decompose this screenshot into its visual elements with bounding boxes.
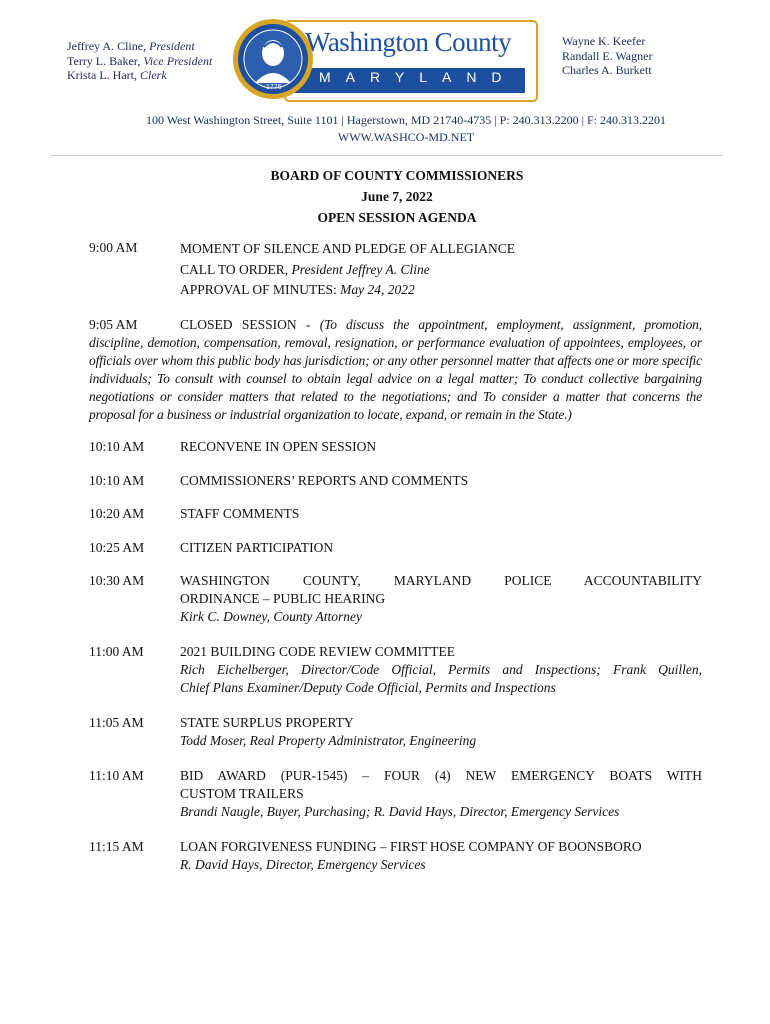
agenda-title: CLOSED SESSION -: [180, 316, 320, 332]
agenda-time: 10:20 AM: [89, 505, 145, 521]
agenda-title: LOAN FORGIVENESS FUNDING – FIRST HOSE COMPANY OF BOONSBORO: [180, 838, 642, 854]
agenda-presenter-continued: Chief Plans Examiner/Deputy Code Official, Permits and Inspections: [180, 679, 556, 695]
commissioners-list: [562, 34, 652, 78]
county-logo: [233, 13, 539, 105]
agenda-list: [89, 239, 702, 874]
agenda-title: MOMENT OF SILENCE AND PLEDGE OF ALLEGIANCE: [180, 241, 516, 256]
agenda-time: 11:00 AM: [89, 643, 144, 659]
agenda-title: COMMISSIONERS’ REPORTS AND COMMENTS: [180, 472, 469, 488]
seal-year: 1776: [266, 84, 282, 91]
agenda-title: CITIZEN PARTICIPATION: [180, 539, 334, 555]
officers-list: [67, 39, 212, 83]
agenda-item: [89, 539, 702, 557]
address-block: [0, 112, 770, 146]
agenda-presenter: R. David Hays, Director, Emergency Services: [180, 856, 426, 872]
agenda-title: RECONVENE IN OPEN SESSION: [180, 438, 377, 454]
closed-session-description: (To discuss the appointment, employment, assignment, promotion, discipline, demotion, compensation, removal, resignation, or performance evaluation of appointees, employees, or officials over whom this public body has jurisdiction; or any other personnel matter that affects one or more specific individuals; To consult with counsel to obtain legal advice on a legal matter; To conduct collective bargaining negotiations or consider matters that related to the negotiations; and To consider a matter that concerns the proposal for a business or industrial organization to locate, expand, or remain in the State.): [89, 316, 702, 422]
logo-subtitle: MARYLAND: [319, 69, 517, 85]
agenda-titles: [0, 165, 770, 228]
agenda-presenter: Todd Moser, Real Property Administrator, Engineering: [180, 732, 477, 748]
address-line: 100 West Washington Street, Suite 1101 | Hagerstown, MD 21740-4735 | P: 240.313.2200 | F: 240.313.2201: [145, 113, 667, 127]
agenda-item: [89, 438, 702, 456]
agenda-item: [89, 505, 702, 523]
agenda-title: WASHINGTON COUNTY, MARYLAND POLICE ACCOUNTABILITY: [180, 572, 702, 588]
commissioner-name: Randall E. Wagner: [562, 48, 653, 63]
officer-vice-president: Terry L. Baker, Vice President: [67, 53, 213, 68]
logo-title: Washington County: [305, 27, 512, 57]
agenda-presenter: Rich Eichelberger, Director/Code Official, Permits and Inspections; Frank Quillen,: [180, 661, 702, 677]
agenda-item-opening: [89, 239, 702, 301]
board-title: BOARD OF COUNTY COMMISSIONERS: [270, 168, 524, 183]
agenda-time: 9:05 AM: [89, 316, 138, 332]
agenda-title-continued: ORDINANCE – PUBLIC HEARING: [180, 590, 386, 606]
agenda-time: 10:25 AM: [89, 539, 145, 555]
meeting-date: June 7, 2022: [361, 189, 433, 204]
agenda-time: 11:15 AM: [89, 838, 144, 854]
agenda-item: [89, 714, 702, 750]
agenda-time: 10:10 AM: [89, 472, 145, 488]
agenda-time: 11:10 AM: [89, 767, 144, 783]
agenda-title: 2021 BUILDING CODE REVIEW COMMITTEE: [180, 643, 455, 659]
officer-clerk: Krista L. Hart, Clerk: [67, 68, 167, 82]
agenda-item: [89, 767, 702, 821]
agenda-time: 10:30 AM: [89, 572, 145, 588]
agenda-title: OPEN SESSION AGENDA: [317, 210, 477, 225]
commissioner-name: Wayne K. Keefer: [562, 34, 646, 48]
agenda-presenter: Brandi Naugle, Buyer, Purchasing; R. David Hays, Director, Emergency Services: [180, 803, 620, 819]
agenda-item: [89, 572, 702, 626]
agenda-title-continued: CUSTOM TRAILERS: [180, 785, 304, 801]
agenda-item-closed-session: [89, 316, 702, 424]
call-to-order: CALL TO ORDER, President Jeffrey A. Cline: [180, 261, 430, 277]
agenda-item: [89, 838, 702, 874]
agenda-title: STAFF COMMENTS: [180, 505, 300, 521]
officer-president: Jeffrey A. Cline, President: [67, 39, 195, 53]
agenda-presenter: Kirk C. Downey, County Attorney: [180, 608, 362, 624]
agenda-time: 9:00 AM: [89, 240, 138, 255]
commissioner-name: Charles A. Burkett: [562, 63, 652, 77]
agenda-title: STATE SURPLUS PROPERTY: [180, 714, 354, 730]
agenda-title: BID AWARD (PUR-1545) – FOUR (4) NEW EMERGENCY BOATS WITH: [180, 767, 702, 783]
agenda-time: 11:05 AM: [89, 714, 144, 730]
agenda-time: 10:10 AM: [89, 438, 145, 454]
header-divider: [51, 155, 723, 156]
agenda-item: [89, 643, 702, 697]
website-link[interactable]: WWW.WASHCO-MD.NET: [337, 130, 475, 144]
approval-of-minutes: APPROVAL OF MINUTES: May 24, 2022: [180, 282, 415, 297]
agenda-item: [89, 472, 702, 490]
